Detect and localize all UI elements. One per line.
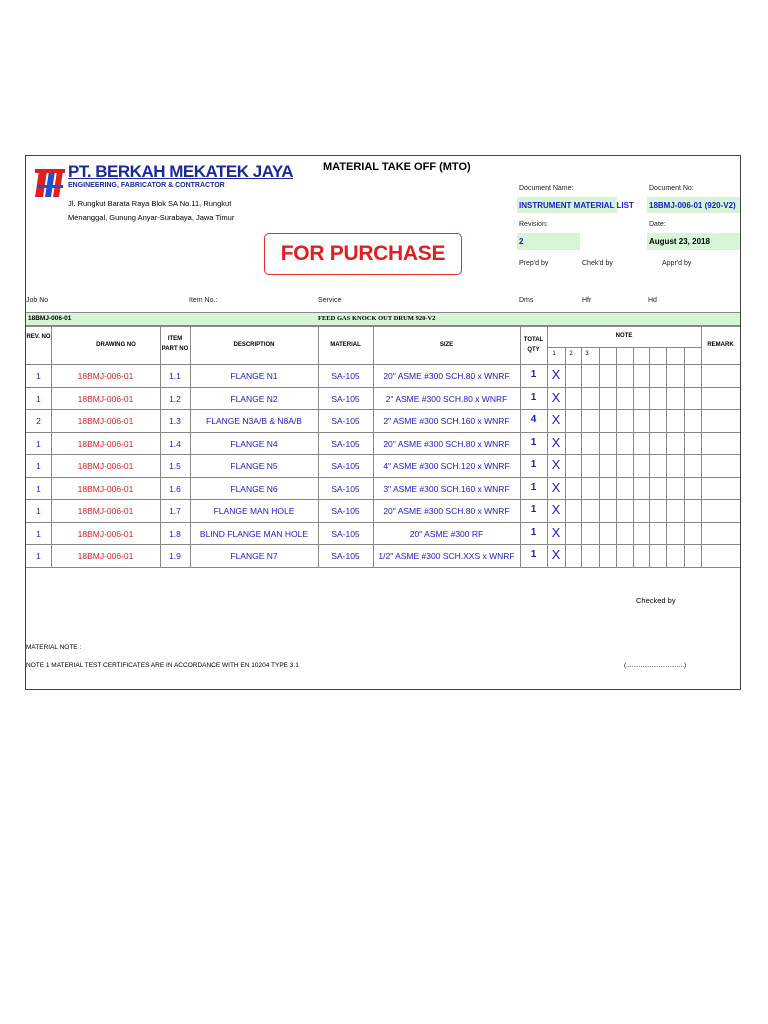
total-qty-cell: 1 bbox=[530, 526, 537, 538]
drawing-no-cell: 18BMJ-006-01 bbox=[77, 393, 134, 404]
size-cell: 3" ASME #300 SCH.160 x WNRF bbox=[383, 483, 510, 494]
row-rule bbox=[26, 499, 740, 500]
revision-value: 2 bbox=[519, 237, 524, 246]
document-name-label: Document Name: bbox=[519, 185, 574, 192]
header-description: DESCRIPTION bbox=[233, 342, 275, 348]
row-rule bbox=[26, 477, 740, 478]
document-title: MATERIAL TAKE OFF (MTO) bbox=[323, 161, 471, 173]
header-material: MATERIAL bbox=[330, 342, 361, 348]
description-cell: FLANGE N5 bbox=[230, 461, 278, 471]
material-cell: SA-105 bbox=[331, 461, 360, 471]
grid-column-rule bbox=[616, 347, 617, 567]
material-cell: SA-105 bbox=[331, 438, 360, 449]
description-cell: FLANGE N4 bbox=[230, 438, 278, 449]
rev-no-cell: 1 bbox=[36, 506, 41, 516]
header-item-part-no: ITEM PART NO bbox=[161, 336, 189, 352]
header-note: NOTE bbox=[615, 333, 633, 339]
revision-label: Revision: bbox=[519, 221, 548, 228]
drawing-no-cell: 18BMJ-006-01 bbox=[77, 483, 134, 494]
note-subheader-rule bbox=[547, 347, 701, 348]
description-cell: FLANGE N1 bbox=[230, 371, 278, 381]
size-cell: 20" ASME #300 RF bbox=[409, 528, 484, 539]
note-1-mark: X bbox=[551, 457, 561, 472]
grid-column-rule bbox=[599, 347, 600, 567]
item-part-no-cell: 1.5 bbox=[169, 461, 181, 471]
service-label: Service bbox=[318, 297, 342, 304]
rev-no-cell: 1 bbox=[36, 393, 41, 404]
size-cell: 4" ASME #300 SCH.120 x WNRF bbox=[383, 461, 510, 471]
checked-by-label: Chek'd by bbox=[582, 260, 613, 267]
grid-column-rule bbox=[565, 347, 566, 567]
drawing-no-cell: 18BMJ-006-01 bbox=[77, 551, 134, 561]
date-value: August 23, 2018 bbox=[649, 237, 710, 246]
size-cell: 2" ASME #300 SCH.160 x WNRF bbox=[383, 416, 510, 426]
document-name-value: INSTRUMENT MATERIAL LIST bbox=[519, 201, 634, 210]
material-cell: SA-105 bbox=[331, 416, 360, 426]
row-rule bbox=[26, 522, 740, 523]
size-cell: 20" ASME #300 SCH.80 x WNRF bbox=[383, 371, 510, 381]
material-note-label: MATERIAL NOTE : bbox=[26, 644, 82, 651]
address-line-1: Jl. Rungkut Barata Raya Blok SA No.11, Rungkut bbox=[68, 199, 232, 208]
total-qty-cell: 4 bbox=[530, 414, 537, 425]
material-cell: SA-105 bbox=[331, 371, 360, 381]
table-top-rule bbox=[26, 326, 740, 327]
total-qty-cell: 1 bbox=[530, 481, 537, 493]
address-line-2: Menanggal, Gunung Anyar-Surabaya, Jawa Timur bbox=[68, 213, 235, 222]
job-band bbox=[26, 312, 740, 326]
grid-column-rule bbox=[684, 347, 685, 567]
rev-no-cell: 2 bbox=[36, 416, 41, 426]
total-qty-cell: 1 bbox=[530, 391, 537, 403]
item-part-no-cell: 1.3 bbox=[169, 416, 181, 426]
total-qty-cell: 1 bbox=[530, 504, 537, 515]
total-qty-cell: 1 bbox=[530, 459, 537, 470]
header-drawing-no: DRAWING NO bbox=[96, 342, 136, 348]
hfr-label: Hfr bbox=[582, 297, 592, 304]
description-cell: FLANGE N3A/B & N8A/B bbox=[206, 416, 302, 426]
note-1-mark: X bbox=[551, 502, 561, 517]
grid-column-rule bbox=[649, 347, 650, 567]
band-job-no: 18BMJ-006-01 bbox=[28, 315, 72, 322]
band-service: FEED GAS KNOCK OUT DRUM 920-V2 bbox=[318, 315, 436, 322]
note-1-mark: X bbox=[551, 389, 561, 405]
checked-by-footer: Checked by bbox=[636, 596, 676, 605]
rev-no-cell: 1 bbox=[36, 371, 41, 381]
rev-no-cell: 1 bbox=[36, 483, 41, 494]
drawing-no-cell: 18BMJ-006-01 bbox=[77, 416, 134, 426]
revision-box bbox=[517, 233, 580, 250]
note-1-mark: X bbox=[551, 524, 561, 540]
description-cell: FLANGE N2 bbox=[230, 393, 278, 404]
header-remark: REMARK bbox=[707, 342, 734, 348]
item-no-label: Item No.: bbox=[189, 297, 218, 304]
size-cell: 1/2" ASME #300 SCH.XXS x WNRF bbox=[378, 551, 515, 561]
drawing-no-cell: 18BMJ-006-01 bbox=[77, 371, 134, 381]
rev-no-cell: 1 bbox=[36, 438, 41, 449]
grid-column-rule bbox=[633, 347, 634, 567]
hd-label: Hd bbox=[648, 297, 657, 304]
drawing-no-cell: 18BMJ-006-01 bbox=[77, 438, 134, 449]
total-qty-cell: 1 bbox=[530, 436, 537, 448]
material-cell: SA-105 bbox=[331, 393, 360, 404]
header-note-2: 2 bbox=[569, 351, 573, 357]
company-name: PT. BERKAH MEKATEK JAYA bbox=[68, 162, 293, 181]
prepared-by-label: Prep'd by bbox=[519, 260, 549, 267]
company-tagline: ENGINEERING, FABRICATOR & CONTRACTOR bbox=[68, 182, 225, 189]
row-rule bbox=[26, 544, 740, 545]
rev-no-cell: 1 bbox=[36, 461, 41, 471]
size-cell: 20" ASME #300 SCH.80 x WNRF bbox=[383, 438, 510, 449]
header-note-3: 3 bbox=[585, 351, 589, 357]
row-rule bbox=[26, 567, 740, 568]
item-part-no-cell: 1.4 bbox=[169, 438, 181, 449]
row-rule bbox=[26, 432, 740, 433]
grid-column-rule bbox=[581, 347, 582, 567]
material-cell: SA-105 bbox=[331, 528, 360, 539]
item-part-no-cell: 1.8 bbox=[169, 528, 181, 539]
size-cell: 2" ASME #300 SCH.80 x WNRF bbox=[385, 393, 508, 404]
header-rev-no: REV. NO bbox=[26, 334, 51, 340]
item-part-no-cell: 1.7 bbox=[169, 506, 181, 516]
description-cell: BLIND FLANGE MAN HOLE bbox=[199, 528, 309, 539]
description-cell: FLANGE N6 bbox=[230, 483, 278, 494]
header-note-1: 1 bbox=[552, 351, 556, 357]
material-cell: SA-105 bbox=[331, 506, 360, 516]
header-total-qty: TOTAL QTY bbox=[523, 337, 544, 353]
approved-by-label: Appr'd by bbox=[662, 260, 692, 267]
size-cell: 20" ASME #300 SCH.80 x WNRF bbox=[383, 506, 510, 516]
total-qty-cell: 1 bbox=[530, 369, 537, 380]
grid-column-rule bbox=[666, 347, 667, 567]
document-no-value: 18BMJ-006-01 (920-V2) bbox=[649, 201, 736, 210]
header-size: SIZE bbox=[439, 342, 454, 348]
rev-no-cell: 1 bbox=[36, 528, 41, 539]
for-purchase-stamp: FOR PURCHASE bbox=[264, 233, 462, 275]
row-rule bbox=[26, 409, 740, 410]
item-part-no-cell: 1.2 bbox=[169, 393, 181, 404]
drawing-no-cell: 18BMJ-006-01 bbox=[77, 461, 134, 471]
note-1-mark: X bbox=[551, 479, 561, 495]
description-cell: FLANGE MAN HOLE bbox=[213, 506, 295, 516]
rev-no-cell: 1 bbox=[36, 551, 41, 561]
description-cell: FLANGE N7 bbox=[230, 551, 278, 561]
note-1-mark: X bbox=[551, 367, 561, 382]
grid-column-rule bbox=[701, 326, 702, 567]
drawing-no-cell: 18BMJ-006-01 bbox=[77, 506, 134, 516]
material-cell: SA-105 bbox=[331, 483, 360, 494]
document-no-label: Document No: bbox=[649, 185, 694, 192]
note-1-mark: X bbox=[551, 412, 561, 427]
row-rule bbox=[26, 454, 740, 455]
mto-sheet bbox=[25, 155, 741, 690]
note-1-mark: X bbox=[551, 547, 561, 562]
item-part-no-cell: 1.6 bbox=[169, 483, 181, 494]
material-cell: SA-105 bbox=[331, 551, 360, 561]
item-part-no-cell: 1.1 bbox=[169, 371, 181, 381]
material-note-1: NOTE 1 MATERIAL TEST CERTIFICATES ARE IN ACCORDANCE WITH EN 10204 TYPE 3.1 bbox=[26, 662, 299, 669]
total-qty-cell: 1 bbox=[530, 549, 537, 560]
note-1-mark: X bbox=[551, 434, 561, 450]
row-rule bbox=[26, 387, 740, 388]
signature-line: (................................) bbox=[624, 662, 687, 669]
dms-label: Dms bbox=[519, 297, 534, 304]
drawing-no-cell: 18BMJ-006-01 bbox=[77, 528, 134, 539]
date-label: Date: bbox=[649, 221, 666, 228]
job-no-label: Job No bbox=[26, 297, 49, 304]
item-part-no-cell: 1.9 bbox=[169, 551, 181, 561]
